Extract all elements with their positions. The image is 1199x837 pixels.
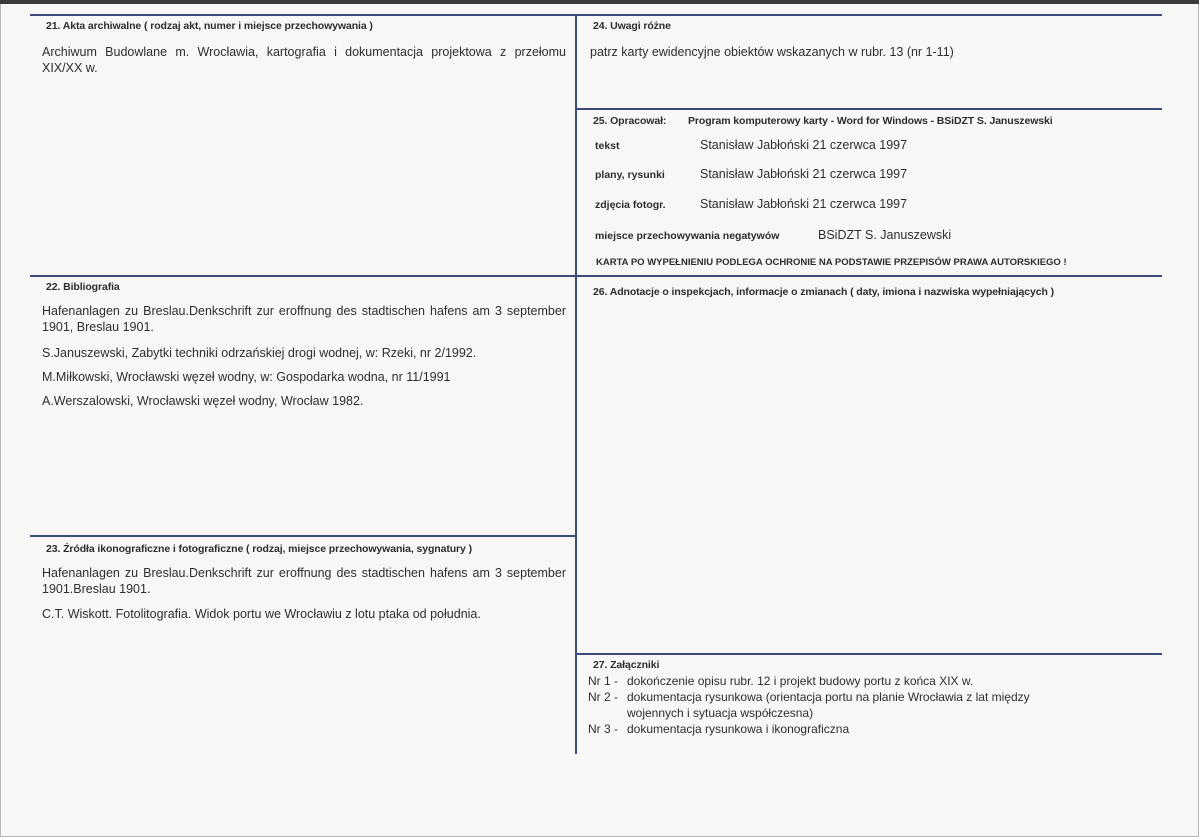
iconography-item: C.T. Wiskott. Fotolitografia. Widok portu we Wrocławiu z lotu ptaka od południa.: [42, 607, 481, 621]
bibliography-item: Hafenanlagen zu Breslau.Denkschrift zur eroffnung des stadtischen hafens am 3 september 1901, Breslau 1901.: [42, 304, 566, 334]
row-value-tekst: Stanisław Jabłoński 21 czerwca 1997: [700, 138, 908, 152]
attachment-number: Nr 1 -: [588, 674, 618, 688]
section-22-header: 22. Bibliografia: [46, 281, 120, 293]
row-value-plany: Stanisław Jabłoński 21 czerwca 1997: [700, 167, 908, 181]
program-info: Program komputerowy karty - Word for Windows - BSiDZT S. Januszewski: [688, 115, 1053, 127]
attachment-text: dokumentacja rysunkowa i ikonograficzna: [627, 722, 850, 736]
section-26-header: 26. Adnotacje o inspekcjach, informacje o zmianach ( daty, imiona i nazwiska wypełniających ): [593, 286, 1055, 298]
section-24-header: 24. Uwagi różne: [593, 20, 671, 32]
bibliography-item: A.Werszalowski, Wrocławski węzeł wodny, Wrocław 1982.: [42, 394, 364, 408]
section-21-header: 21. Akta archiwalne ( rodzaj akt, numer i miejsce przechowywania ): [46, 20, 373, 32]
row-label-tekst: tekst: [595, 140, 620, 152]
rule-middle: [575, 14, 577, 754]
row-label-zdjecia: zdjęcia fotogr.: [595, 199, 666, 211]
rule-top: [30, 14, 1162, 16]
attachment-text-continued: wojennych i sytuacja współczesna): [627, 706, 814, 720]
section-25-header: 25. Opracował:: [593, 115, 667, 127]
row-value-zdjecia: Stanisław Jabłoński 21 czerwca 1997: [700, 197, 908, 211]
scan-top-edge: [0, 0, 1199, 4]
attachment-text: dokumentacja rysunkowa (orientacja portu na planie Wrocławia z lat między: [627, 690, 1030, 704]
iconography-item: Hafenanlagen zu Breslau.Denkschrift zur eroffnung des stadtischen hafens am 3 september 1901.Breslau 1901.: [42, 566, 566, 596]
copyright-notice: KARTA PO WYPEŁNIENIU PODLEGA OCHRONIE NA PODSTAWIE PRZEPISÓW PRAWA AUTORSKIEGO !: [596, 257, 1067, 268]
section-27-header: 27. Załączniki: [593, 659, 660, 671]
section-24-text: patrz karty ewidencyjne obiektów wskazanych w rubr. 13 (nr 1-11): [590, 45, 954, 59]
negatives-label: miejsce przechowywania negatywów: [595, 230, 780, 242]
negatives-value: BSiDZT S. Januszewski: [818, 228, 952, 242]
rule-26-27: [577, 653, 1162, 655]
row-label-plany: plany, rysunki: [595, 169, 665, 181]
attachment-text: dokończenie opisu rubr. 12 i projekt budowy portu z końca XIX w.: [627, 674, 974, 688]
rule-24-25: [577, 108, 1162, 110]
section-21-text: Archiwum Budowlane m. Wrocławia, kartografia i dokumentacja projektowa z przełomu XIX/XX w.: [42, 45, 566, 75]
attachment-number: Nr 3 -: [588, 722, 618, 736]
bibliography-item: S.Januszewski, Zabytki techniki odrzańskiej drogi wodnej, w: Rzeki, nr 2/1992.: [42, 346, 477, 360]
bibliography-item: M.Miłkowski, Wrocławski węzeł wodny, w: Gospodarka wodna, nr 11/1991: [42, 370, 451, 384]
attachment-number: Nr 2 -: [588, 690, 618, 704]
rule-22-23: [30, 535, 576, 537]
rule-21-22: [30, 275, 1162, 277]
section-23-header: 23. Źródła ikonograficzne i fotograficzne ( rodzaj, miejsce przechowywania, sygnatury ): [46, 543, 472, 555]
